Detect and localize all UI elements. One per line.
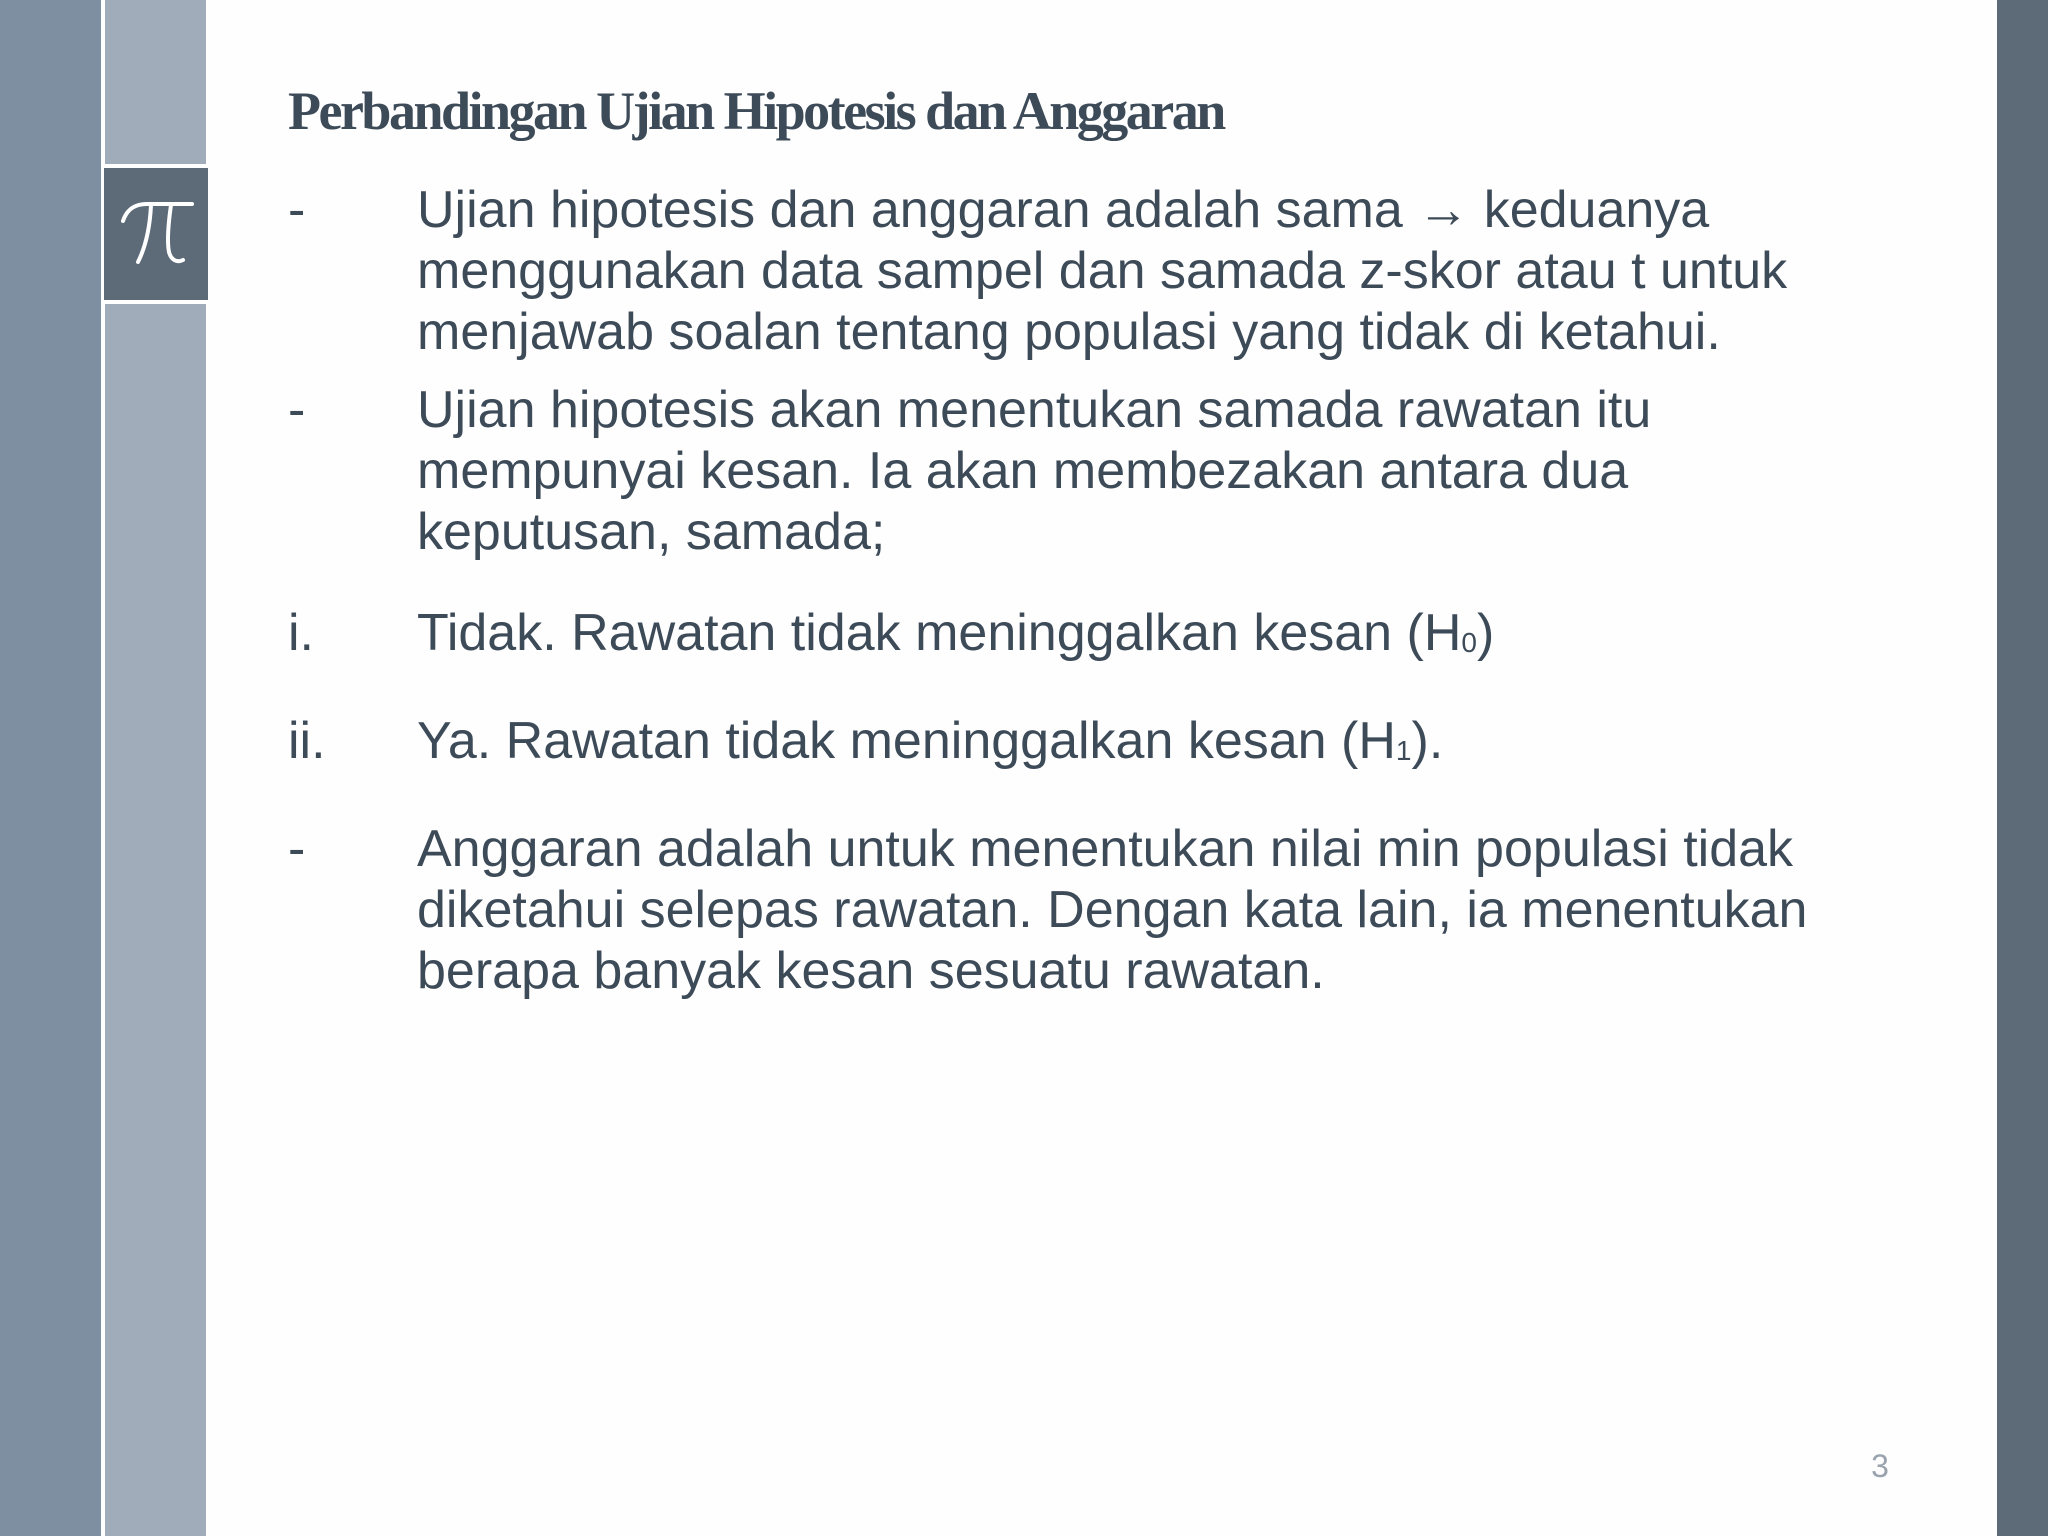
pi-icon — [104, 168, 208, 300]
bullet-marker: - — [288, 820, 306, 878]
roman-numeral-marker: ii. — [288, 712, 326, 770]
slide-title: Perbandingan Ujian Hipotesis dan Anggaran — [288, 81, 1224, 141]
list-item — [288, 180, 1848, 363]
list-item — [288, 603, 1848, 671]
list-item-text: Ya. Rawatan tidak meninggalkan kesan $(H_1)$. — [417, 712, 1444, 770]
list-item-text: Ujian hipotesis akan menentukan samada rawatan itu mempunyai kesan. Ia akan membezakan antara dua keputusan, samada; — [417, 381, 1652, 561]
left-decorative-band — [0, 0, 101, 1536]
list-item — [288, 380, 1848, 563]
bullet-marker: - — [288, 181, 306, 239]
bullet-list — [288, 180, 1848, 1002]
list-item-text: Anggaran adalah untuk menentukan nilai min populasi tidak diketahui selepas rawatan. Dengan kata lain, ia menentukan berapa banyak kesan sesuatu rawatan. — [417, 820, 1808, 1000]
roman-numeral-marker: i. — [288, 604, 314, 662]
pi-badge — [104, 164, 208, 304]
arrow-right-icon: → — [1417, 181, 1470, 239]
page-number: 3 — [1871, 1448, 1889, 1484]
list-item — [288, 711, 1848, 779]
list-item-text: Ujian hipotesis dan anggaran adalah sama → keduanya menggunakan data sampel dan samada z-skor atau t untuk menjawab soalan tentang populasi yang tidak di ketahui. — [417, 181, 1788, 361]
right-decorative-band — [1997, 0, 2048, 1536]
bullet-marker: - — [288, 381, 306, 439]
list-item — [288, 819, 1848, 1002]
list-item-text: Tidak. Rawatan tidak meninggalkan kesan $(H_0)$ — [417, 604, 1495, 662]
